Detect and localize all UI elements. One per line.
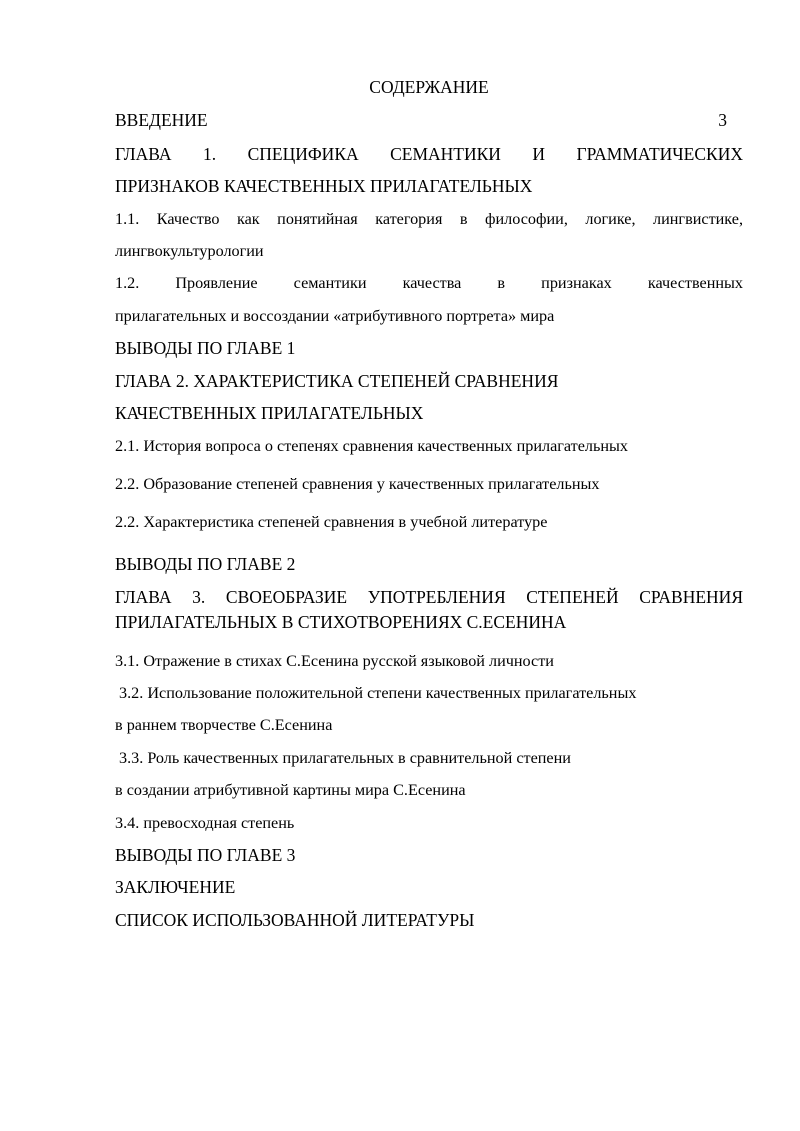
toc-entry-intro: [115, 109, 743, 131]
section-3-3-line2: в создании атрибутивной картины мира С.Есенина: [115, 781, 466, 799]
chapter1-heading-line2: ПРИЗНАКОВ КАЧЕСТВЕННЫХ ПРИЛАГАТЕЛЬНЫХ: [115, 176, 533, 196]
section-1-1-line1: 1.1. Качество как понятийная категория в философии, логике, лингвистике,: [115, 210, 743, 228]
toc-entry-intro-label: ВВЕДЕНИЕ: [115, 110, 208, 130]
section-1-1-line2: лингвокультурологии: [115, 242, 264, 260]
section-3-1: 3.1. Отражение в стихах С.Есенина русской языковой личности: [115, 652, 554, 670]
section-2-1: 2.1. История вопроса о степенях сравнения качественных прилагательных: [115, 437, 629, 455]
chapter2-conclusion: ВЫВОДЫ ПО ГЛАВЕ 2: [115, 554, 296, 574]
chapter2-heading-line1: ГЛАВА 2. ХАРАКТЕРИСТИКА СТЕПЕНЕЙ СРАВНЕНИЯ: [115, 371, 559, 391]
chapter1-conclusion: ВЫВОДЫ ПО ГЛАВЕ 1: [115, 338, 296, 358]
toc-entry-intro-page: 3: [718, 110, 727, 130]
toc-entry-conclusion: ЗАКЛЮЧЕНИЕ: [115, 877, 236, 897]
section-3-2-line2: в раннем творчестве С.Есенина: [115, 716, 333, 734]
chapter3-heading-line1: ГЛАВА 3. СВОЕОБРАЗИЕ УПОТРЕБЛЕНИЯ СТЕПЕНЕЙ СРАВНЕНИЯ: [115, 587, 743, 607]
chapter1-heading-line1: ГЛАВА 1. СПЕЦИФИКА СЕМАНТИКИ И ГРАММАТИЧЕСКИХ: [115, 144, 743, 164]
section-3-2-line1: 3.2. Использование положительной степени качественных прилагательных: [119, 684, 637, 702]
chapter3-heading-line2: ПРИЛАГАТЕЛЬНЫХ В СТИХОТВОРЕНИЯХ С.ЕСЕНИНА: [115, 612, 567, 632]
section-2-2-characteristics: 2.2. Характеристика степеней сравнения в учебной литературе: [115, 513, 548, 531]
chapter2-heading-line2: КАЧЕСТВЕННЫХ ПРИЛАГАТЕЛЬНЫХ: [115, 403, 424, 423]
section-1-2-line2: прилагательных и воссоздании «атрибутивного портрета» мира: [115, 307, 555, 325]
section-2-2-formation: 2.2. Образование степеней сравнения у качественных прилагательных: [115, 475, 600, 493]
section-3-4: 3.4. превосходная степень: [115, 814, 295, 832]
section-3-3-line1: 3.3. Роль качественных прилагательных в сравнительной степени: [119, 749, 571, 767]
section-1-2-line1: 1.2. Проявление семантики качества в признаках качественных: [115, 274, 743, 292]
chapter3-conclusion: ВЫВОДЫ ПО ГЛАВЕ 3: [115, 845, 296, 865]
toc-title: СОДЕРЖАНИЕ: [369, 77, 489, 97]
toc-entry-bibliography: СПИСОК ИСПОЛЬЗОВАННОЙ ЛИТЕРАТУРЫ: [115, 910, 475, 930]
